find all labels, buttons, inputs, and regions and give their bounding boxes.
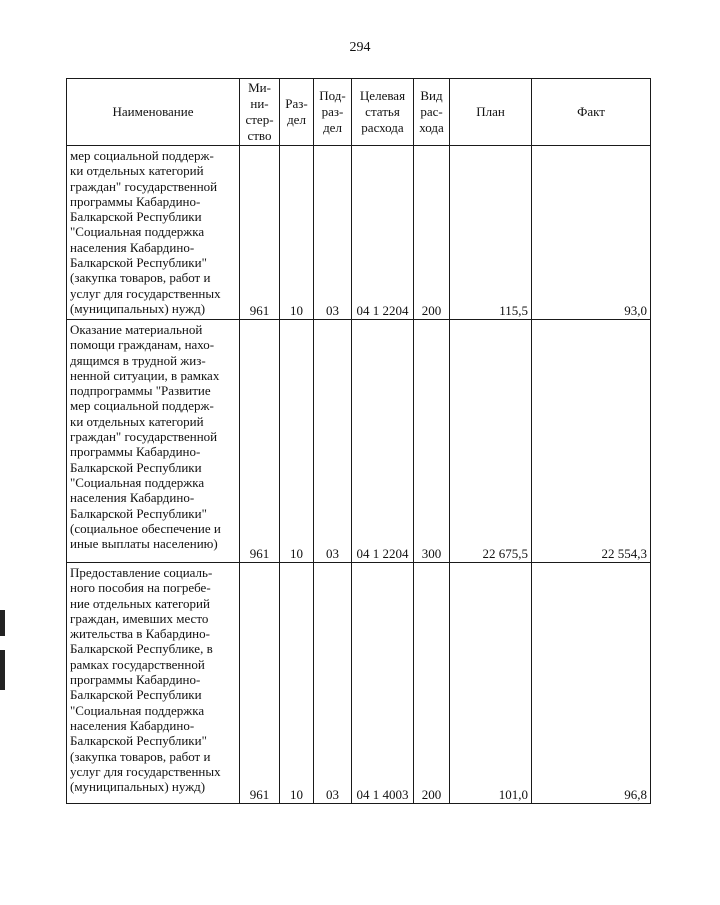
scan-margin-mark: [0, 650, 5, 690]
row-expense-type: 200: [414, 146, 450, 320]
row-name: мер социальной поддерж- ки отдельных категорий граждан" государственной программы Кабардино- Балкарской Республики "Социальная поддержка населения Кабардино- Балкарской Республики" (закупка товаров, работ и услуг для государственных (муниципальных) нужд): [67, 146, 240, 320]
header-expense-type: Вид рас- хода: [414, 79, 450, 146]
row-target: 04 1 2204: [352, 146, 414, 320]
row-plan: 22 675,5: [450, 320, 532, 563]
row-ministry: 961: [240, 320, 280, 563]
row-fact: 22 554,3: [532, 320, 651, 563]
row-name: Предоставление социаль- ного пособия на погребе- ние отдельных категорий граждан, имевших место жительства в Кабардино- Балкарской Республике, в рамках государственной программы Кабардино- Балкарской Республики "Социальная поддержка населения Кабардино- Балкарской Республики" (закупка товаров, работ и услуг для государственных (муниципальных) нужд): [67, 563, 240, 804]
page-number: 294: [349, 40, 371, 55]
table-header-row: [67, 79, 651, 146]
header-fact: Факт: [532, 79, 651, 146]
table-row: [67, 146, 651, 320]
table-row: [67, 320, 651, 563]
row-section: 10: [280, 320, 314, 563]
budget-table: [66, 78, 651, 804]
header-ministry: Ми- ни- стер- ство: [240, 79, 280, 146]
row-ministry: 961: [240, 146, 280, 320]
row-section: 10: [280, 563, 314, 804]
table-row: [67, 563, 651, 804]
row-fact: 96,8: [532, 563, 651, 804]
row-target: 04 1 2204: [352, 320, 414, 563]
header-section: Раз- дел: [280, 79, 314, 146]
row-subsection: 03: [314, 146, 352, 320]
row-expense-type: 300: [414, 320, 450, 563]
row-subsection: 03: [314, 563, 352, 804]
row-plan: 101,0: [450, 563, 532, 804]
row-target: 04 1 4003: [352, 563, 414, 804]
header-subsection: Под- раз- дел: [314, 79, 352, 146]
row-plan: 115,5: [450, 146, 532, 320]
row-ministry: 961: [240, 563, 280, 804]
header-target: Целевая статья расхода: [352, 79, 414, 146]
header-name: Наименование: [67, 79, 240, 146]
row-expense-type: 200: [414, 563, 450, 804]
row-section: 10: [280, 146, 314, 320]
scan-margin-mark: [0, 610, 5, 636]
row-subsection: 03: [314, 320, 352, 563]
header-plan: План: [450, 79, 532, 146]
row-fact: 93,0: [532, 146, 651, 320]
row-name: Оказание материальной помощи гражданам, нахо- дящимся в трудной жиз- ненной ситуации, в рамках подпрограммы "Развитие мер социальной поддерж- ки отдельных категорий граждан" государственной программы Кабардино- Балкарской Республики "Социальная поддержка населения Кабардино- Балкарской Республики" (социальное обеспечение и иные выплаты населению): [67, 320, 240, 563]
